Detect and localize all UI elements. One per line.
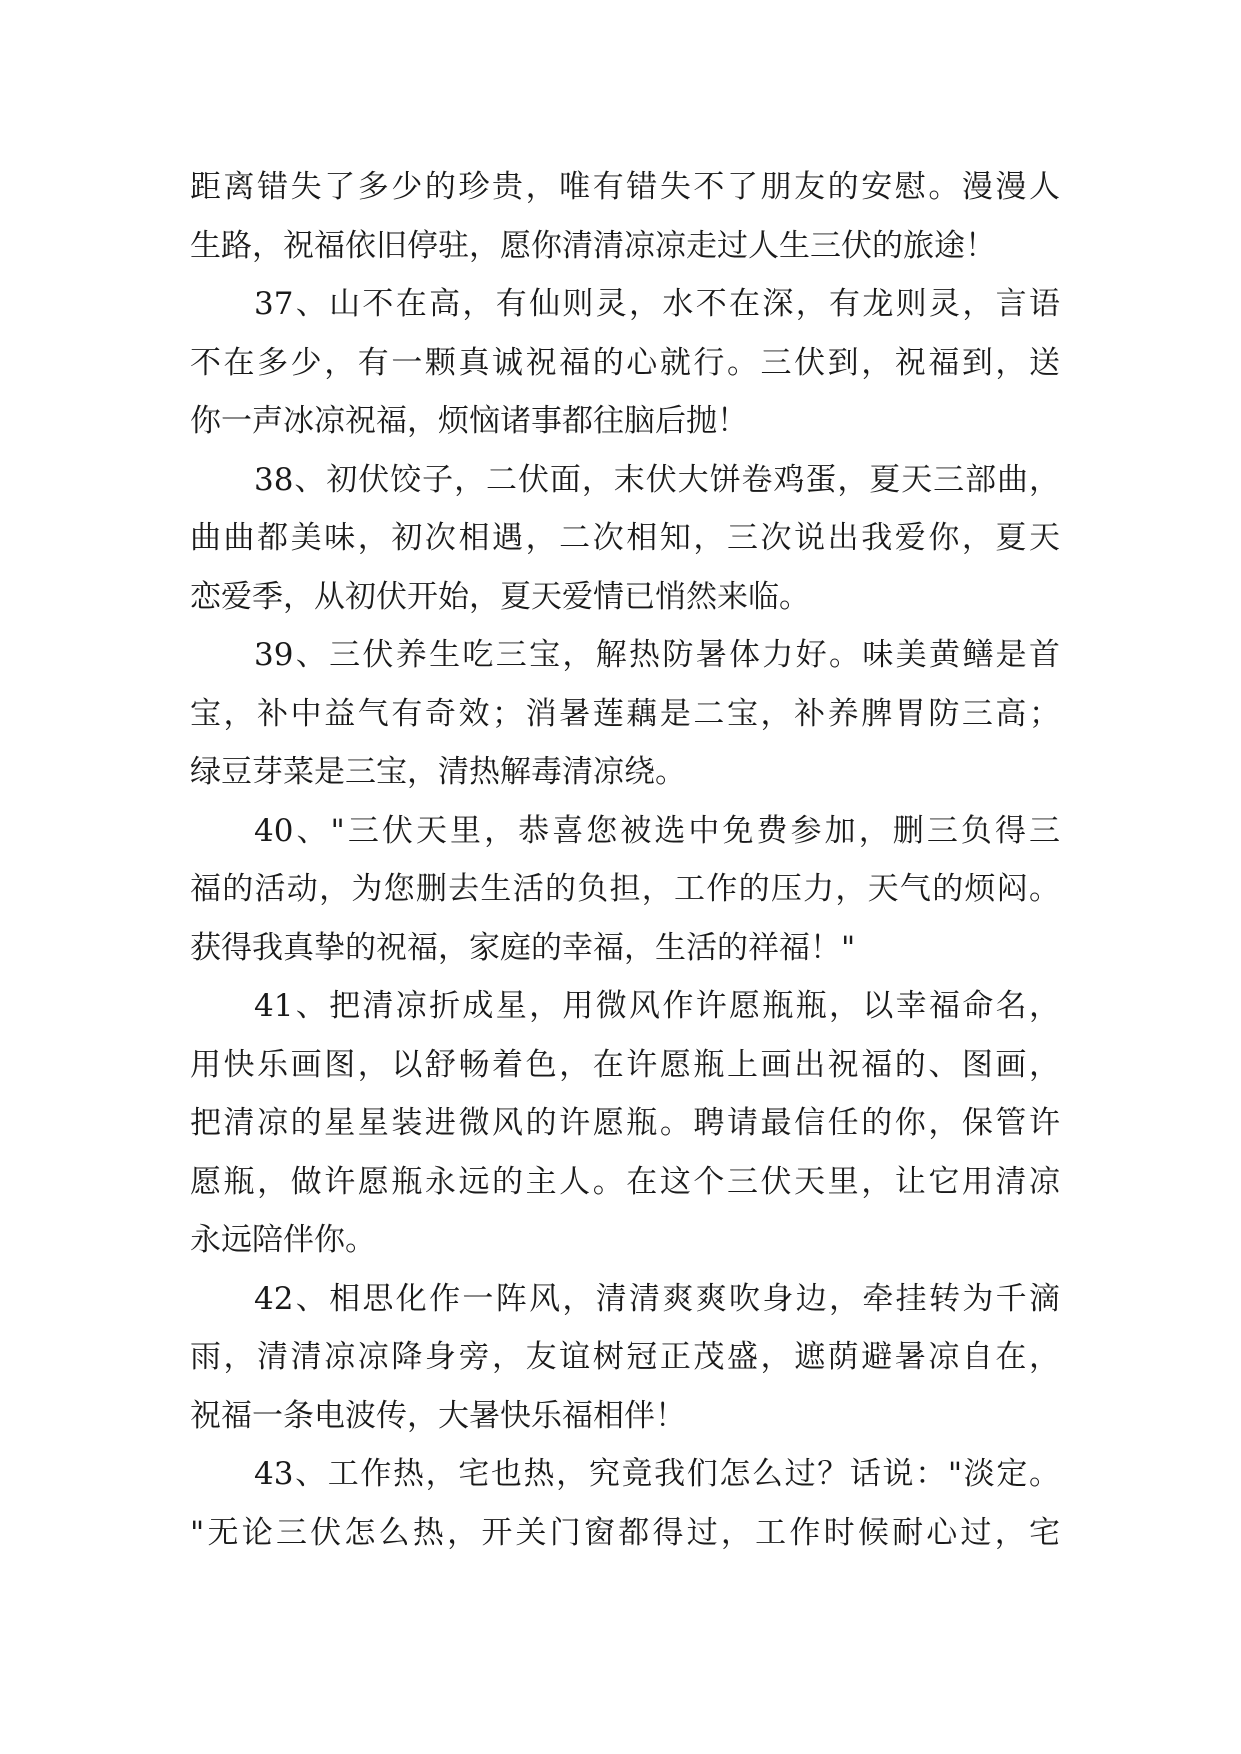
paragraph-39-line: 39、三伏养生吃三宝，解热防暑体力好。味美黄鳝是首 [254,637,1060,673]
paragraph-37-line: 不在多少，有一颗真诚祝福的心就行。三伏到，祝福到，送 [190,344,1060,381]
paragraph-42-line: 雨，清清凉凉降身旁，友谊树冠正茂盛，遮荫避暑凉自在， [190,1339,1060,1375]
text-line: 生路，祝福依旧停驻，愿你清清凉凉走过人生三伏的旅途！ [190,227,996,264]
paragraph-41-line: 愿瓶，做许愿瓶永远的主人。在这个三伏天里，让它用清凉 [190,1163,1060,1200]
paragraph-40-line: 福的活动，为您删去生活的负担，工作的压力，天气的烦闷。 [190,871,1060,907]
paragraph-41-line: 永远陪伴你。 [190,1222,376,1258]
paragraph-38-line: 曲曲都美味，初次相遇，二次相知，三次说出我爱你，夏天 [190,520,1060,556]
paragraph-41-line: 把清凉的星星装进微风的许愿瓶。聘请最信任的你，保管许 [190,1105,1060,1141]
paragraph-41-line: 用快乐画图，以舒畅着色，在许愿瓶上画出祝福的、图画， [190,1046,1060,1083]
paragraph-39-line: 绿豆芽菜是三宝，清热解毒清凉绕。 [190,754,686,790]
paragraph-40-line: 40、"三伏天里，恭喜您被选中免费参加，删三负得三 [254,812,1060,849]
paragraph-41-line: 41、把清凉折成星，用微风作许愿瓶瓶，以幸福命名， [254,988,1060,1024]
paragraph-37-line: 你一声冰凉祝福，烦恼诸事都往脑后抛！ [190,403,748,439]
paragraph-39-line: 宝，补中益气有奇效；消暑莲藕是二宝，补养脾胃防三高； [190,695,1060,732]
paragraph-40-line: 获得我真挚的祝福，家庭的幸福，生活的祥福！" [190,929,856,966]
paragraph-38-line: 恋爱季，从初伏开始，夏天爱情已悄然来临。 [190,578,810,615]
paragraph-43-line: 43、工作热，宅也热，究竟我们怎么过？话说："淡定。 [254,1456,1060,1492]
text-line: 距离错失了多少的珍贵，唯有错失不了朋友的安慰。漫漫人 [190,169,1060,205]
paragraph-42-line: 42、相思化作一阵风，清清爽爽吹身边，牵挂转为千滴 [254,1280,1060,1317]
paragraph-43-line: "无论三伏怎么热，开关门窗都得过，工作时候耐心过，宅 [190,1514,1060,1551]
paragraph-42-line: 祝福一条电波传，大暑快乐福相伴！ [190,1397,686,1434]
document-body [190,158,1060,1562]
paragraph-38-line: 38、初伏饺子，二伏面，末伏大饼卷鸡蛋，夏天三部曲， [254,461,1060,498]
paragraph-37-line: 37、山不在高，有仙则灵，水不在深，有龙则灵，言语 [254,286,1060,322]
